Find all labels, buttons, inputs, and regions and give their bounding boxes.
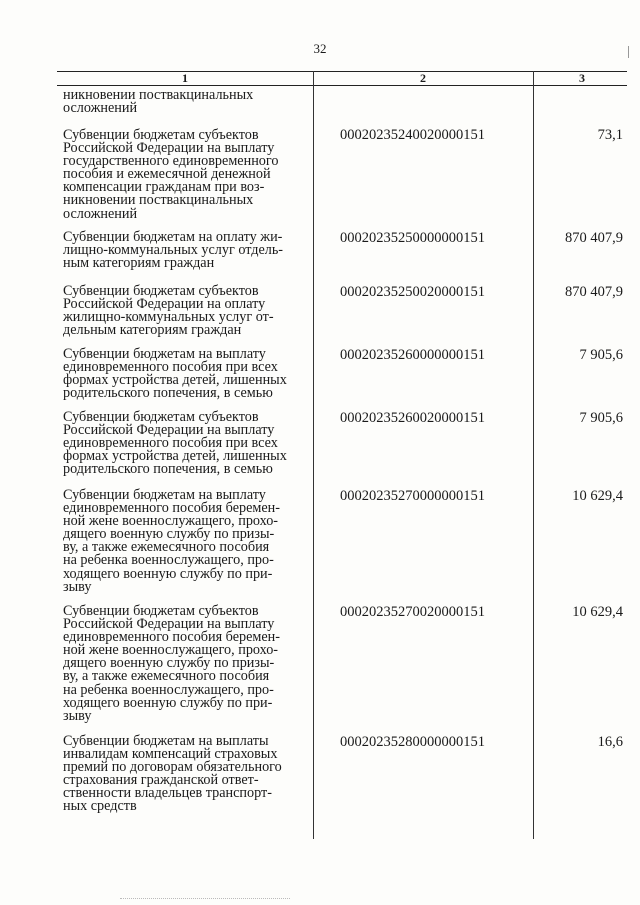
row-code: 00020235260020000151 xyxy=(340,410,485,426)
row-amount: 10 629,4 xyxy=(572,488,623,504)
row-amount: 16,6 xyxy=(597,734,623,750)
column-header-1: 1 xyxy=(182,71,188,85)
row-name: Субвенции бюджетам на выплаты инвалидам компенсаций страховых премий по договорам обязательного страхования гражданской ответ- ственности владельцев транспорт- ных средств xyxy=(63,733,282,815)
row-name: Субвенции бюджетам субъектов Российской Федерации на выплату единовременного пособия беремен- ной жене военнослужащего, прохо- дящего военную службу по призы- ву, а также ежемесячного пособия на ребенка военнослужащего, про- ходящего военную службу по при- зыву xyxy=(63,603,280,724)
column-header-2: 2 xyxy=(420,71,426,85)
row-name: Субвенции бюджетам субъектов Российской Федерации на выплату государственного единовременного пособия и ежемесячной денежной компенсации гражданам при воз- никновении поствакцинальных осложнений xyxy=(63,127,279,222)
column-divider-1 xyxy=(313,71,314,839)
row-name: Субвенции бюджетам на выплату единовременного пособия при всех формах устройства детей, лишенных родительского попечения, в семью xyxy=(63,346,287,402)
scan-mark xyxy=(628,46,629,58)
column-header-3: 3 xyxy=(579,71,585,85)
row-amount: 7 905,6 xyxy=(579,347,623,363)
column-divider-2 xyxy=(533,71,534,839)
page-number: 32 xyxy=(313,41,327,56)
row-code: 00020235240020000151 xyxy=(340,127,485,143)
row-name: Субвенции бюджетам субъектов Российской Федерации на выплату единовременного пособия при всех формах устройства детей, лишенных родительского попечения, в семью xyxy=(63,409,287,478)
row-code: 00020235260000000151 xyxy=(340,347,485,363)
budget-table xyxy=(57,71,631,839)
row-amount: 870 407,9 xyxy=(565,284,623,300)
row-code: 00020235250000000151 xyxy=(340,230,485,246)
row-name: никновении поствакцинальных осложнений xyxy=(63,87,254,117)
header-bottom-rule xyxy=(57,85,627,86)
row-amount: 870 407,9 xyxy=(565,230,623,246)
row-amount: 73,1 xyxy=(597,127,623,143)
row-name: Субвенции бюджетам субъектов Российской Федерации на оплату жилищно-коммунальных услуг от- дельным категориям граждан xyxy=(63,283,274,339)
row-code: 00020235270020000151 xyxy=(340,604,485,620)
row-name: Субвенции бюджетам на оплату жи- лищно-коммунальных услуг отдель- ным категориям граждан xyxy=(63,229,284,272)
row-code: 00020235280000000151 xyxy=(340,734,485,750)
scan-artifact xyxy=(120,898,290,899)
row-code: 00020235270000000151 xyxy=(340,488,485,504)
row-amount: 10 629,4 xyxy=(572,604,623,620)
row-name: Субвенции бюджетам на выплату единовременного пособия беремен- ной жене военнослужащего, прохо- дящего военную службу по призы- ву, а также ежемесячного пособия на ребенка военнослужащего, про- ходящего военную службу по при- зыву xyxy=(63,487,280,595)
row-amount: 7 905,6 xyxy=(579,410,623,426)
row-code: 00020235250020000151 xyxy=(340,284,485,300)
